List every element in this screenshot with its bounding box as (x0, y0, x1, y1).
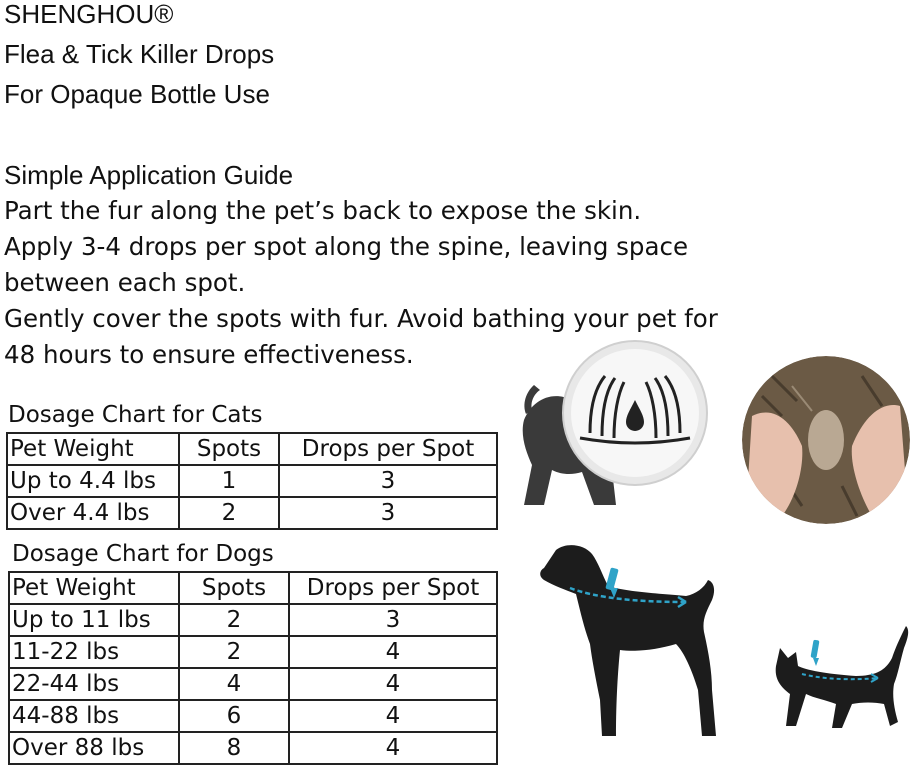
weight-cell: Over 4.4 lbs (7, 497, 179, 529)
guide-title: Simple Application Guide (4, 160, 294, 190)
weight-cell: Over 88 lbs (9, 732, 179, 764)
table-row (9, 636, 497, 668)
weight-cell: 22-44 lbs (9, 668, 179, 700)
cat-silhouette-icon (766, 618, 916, 738)
weight-cell: 44-88 lbs (9, 700, 179, 732)
table-row (7, 497, 497, 529)
drops-cell: 4 (289, 636, 497, 668)
weight-cell: Up to 4.4 lbs (7, 465, 179, 497)
table-row (9, 700, 497, 732)
spots-cell: 4 (179, 668, 289, 700)
spots-cell: 1 (179, 465, 279, 497)
guide-line: between each spot. (4, 268, 246, 297)
drops-cell: 3 (279, 497, 497, 529)
cats-chart-title: Dosage Chart for Cats (8, 402, 263, 428)
guide-line: Part the fur along the pet’s back to expose the skin. (4, 196, 642, 225)
usage-note: For Opaque Bottle Use (4, 79, 270, 109)
header-cell: Drops per Spot (279, 433, 497, 465)
weight-cell: Up to 11 lbs (9, 604, 179, 636)
table-row (7, 465, 497, 497)
fur-parting-photo (742, 356, 910, 524)
drops-cell: 4 (289, 668, 497, 700)
spots-cell: 2 (179, 636, 289, 668)
table-row (9, 604, 497, 636)
drops-cell: 3 (279, 465, 497, 497)
brand-name: SHENGHOU® (4, 0, 174, 29)
header-cell: Drops per Spot (289, 572, 497, 604)
header-cell: Spots (179, 433, 279, 465)
header-cell: Pet Weight (7, 433, 179, 465)
fur-drop-magnifier-icon (560, 338, 710, 488)
weight-cell: 11-22 lbs (9, 636, 179, 668)
guide-line: 48 hours to ensure effectiveness. (4, 340, 414, 369)
table-row (9, 668, 497, 700)
product-name: Flea & Tick Killer Drops (4, 39, 275, 69)
guide-line: Apply 3-4 drops per spot along the spine, leaving space (4, 232, 689, 261)
spots-cell: 8 (179, 732, 289, 764)
dogs-dosage-table (8, 571, 498, 765)
spots-cell: 2 (179, 497, 279, 529)
cats-dosage-table (6, 432, 498, 530)
drops-cell: 4 (289, 732, 497, 764)
spots-cell: 2 (179, 604, 289, 636)
dog-silhouette-icon (536, 540, 756, 740)
applicator-tube-icon (810, 640, 819, 666)
drops-cell: 4 (289, 700, 497, 732)
table-row (9, 732, 497, 764)
guide-line: Gently cover the spots with fur. Avoid bathing your pet for (4, 304, 718, 333)
header-cell: Spots (179, 572, 289, 604)
table-header-row (7, 433, 497, 465)
header-cell: Pet Weight (9, 572, 179, 604)
spots-cell: 6 (179, 700, 289, 732)
dogs-chart-title: Dosage Chart for Dogs (12, 541, 274, 567)
drops-cell: 3 (289, 604, 497, 636)
table-header-row (9, 572, 497, 604)
